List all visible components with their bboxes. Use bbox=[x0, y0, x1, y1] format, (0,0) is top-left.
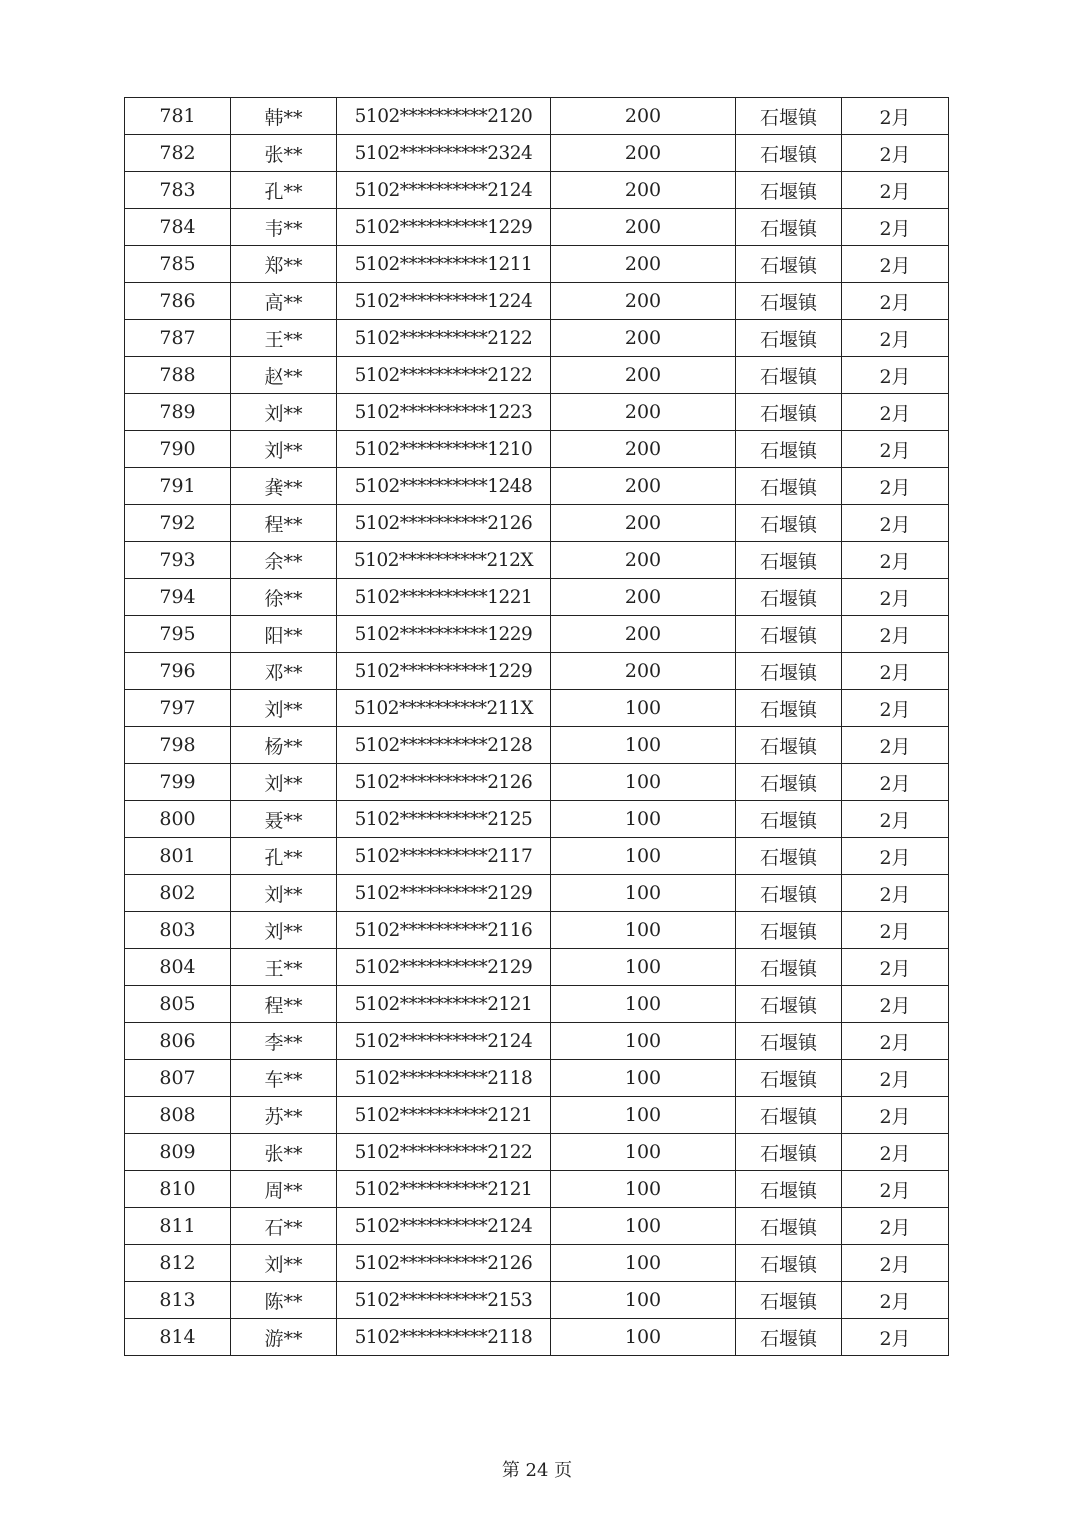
amount-cell: 100 bbox=[551, 764, 736, 801]
month-cell: 2月 bbox=[842, 1282, 949, 1319]
table-row bbox=[125, 801, 949, 838]
name-cell: 张** bbox=[231, 1134, 337, 1171]
town-cell: 石堰镇 bbox=[736, 357, 842, 394]
town-cell: 石堰镇 bbox=[736, 838, 842, 875]
name-cell: 聂** bbox=[231, 801, 337, 838]
table-row bbox=[125, 357, 949, 394]
table-row bbox=[125, 1282, 949, 1319]
row-number-cell: 801 bbox=[125, 838, 231, 875]
id-number-cell: 5102**********1248 bbox=[337, 468, 551, 505]
table-row bbox=[125, 579, 949, 616]
table-row bbox=[125, 986, 949, 1023]
amount-cell: 200 bbox=[551, 320, 736, 357]
amount-cell: 200 bbox=[551, 579, 736, 616]
month-cell: 2月 bbox=[842, 320, 949, 357]
town-cell: 石堰镇 bbox=[736, 1245, 842, 1282]
amount-cell: 200 bbox=[551, 357, 736, 394]
town-cell: 石堰镇 bbox=[736, 875, 842, 912]
name-cell: 张** bbox=[231, 135, 337, 172]
month-cell: 2月 bbox=[842, 838, 949, 875]
town-cell: 石堰镇 bbox=[736, 1319, 842, 1356]
id-number-cell: 5102**********2124 bbox=[337, 1208, 551, 1245]
amount-cell: 100 bbox=[551, 801, 736, 838]
name-cell: 游** bbox=[231, 1319, 337, 1356]
month-cell: 2月 bbox=[842, 1171, 949, 1208]
table-row bbox=[125, 542, 949, 579]
name-cell: 韦** bbox=[231, 209, 337, 246]
month-cell: 2月 bbox=[842, 1319, 949, 1356]
amount-cell: 100 bbox=[551, 838, 736, 875]
town-cell: 石堰镇 bbox=[736, 209, 842, 246]
id-number-cell: 5102**********2116 bbox=[337, 912, 551, 949]
id-number-cell: 5102**********2126 bbox=[337, 764, 551, 801]
amount-cell: 200 bbox=[551, 283, 736, 320]
name-cell: 刘** bbox=[231, 431, 337, 468]
amount-cell: 200 bbox=[551, 505, 736, 542]
name-cell: 车** bbox=[231, 1060, 337, 1097]
row-number-cell: 809 bbox=[125, 1134, 231, 1171]
id-number-cell: 5102**********1224 bbox=[337, 283, 551, 320]
name-cell: 苏** bbox=[231, 1097, 337, 1134]
row-number-cell: 803 bbox=[125, 912, 231, 949]
amount-cell: 100 bbox=[551, 949, 736, 986]
id-number-cell: 5102**********212X bbox=[337, 542, 551, 579]
row-number-cell: 813 bbox=[125, 1282, 231, 1319]
town-cell: 石堰镇 bbox=[736, 1208, 842, 1245]
month-cell: 2月 bbox=[842, 135, 949, 172]
table-row bbox=[125, 246, 949, 283]
amount-cell: 200 bbox=[551, 616, 736, 653]
month-cell: 2月 bbox=[842, 1245, 949, 1282]
town-cell: 石堰镇 bbox=[736, 98, 842, 135]
id-number-cell: 5102**********2121 bbox=[337, 1097, 551, 1134]
table-row bbox=[125, 209, 949, 246]
row-number-cell: 799 bbox=[125, 764, 231, 801]
town-cell: 石堰镇 bbox=[736, 468, 842, 505]
row-number-cell: 805 bbox=[125, 986, 231, 1023]
id-number-cell: 5102**********1211 bbox=[337, 246, 551, 283]
town-cell: 石堰镇 bbox=[736, 1134, 842, 1171]
month-cell: 2月 bbox=[842, 1097, 949, 1134]
row-number-cell: 798 bbox=[125, 727, 231, 764]
month-cell: 2月 bbox=[842, 579, 949, 616]
table-row bbox=[125, 764, 949, 801]
table-row bbox=[125, 394, 949, 431]
row-number-cell: 792 bbox=[125, 505, 231, 542]
name-cell: 程** bbox=[231, 986, 337, 1023]
month-cell: 2月 bbox=[842, 1023, 949, 1060]
name-cell: 郑** bbox=[231, 246, 337, 283]
row-number-cell: 808 bbox=[125, 1097, 231, 1134]
name-cell: 杨** bbox=[231, 727, 337, 764]
town-cell: 石堰镇 bbox=[736, 616, 842, 653]
amount-cell: 200 bbox=[551, 98, 736, 135]
amount-cell: 100 bbox=[551, 875, 736, 912]
town-cell: 石堰镇 bbox=[736, 172, 842, 209]
month-cell: 2月 bbox=[842, 468, 949, 505]
id-number-cell: 5102**********2124 bbox=[337, 172, 551, 209]
id-number-cell: 5102**********1229 bbox=[337, 653, 551, 690]
name-cell: 王** bbox=[231, 320, 337, 357]
name-cell: 刘** bbox=[231, 394, 337, 431]
month-cell: 2月 bbox=[842, 505, 949, 542]
table-body bbox=[125, 98, 949, 1356]
amount-cell: 100 bbox=[551, 1171, 736, 1208]
table-row bbox=[125, 1097, 949, 1134]
month-cell: 2月 bbox=[842, 542, 949, 579]
town-cell: 石堰镇 bbox=[736, 949, 842, 986]
name-cell: 韩** bbox=[231, 98, 337, 135]
id-number-cell: 5102**********2120 bbox=[337, 98, 551, 135]
table-row bbox=[125, 1060, 949, 1097]
row-number-cell: 784 bbox=[125, 209, 231, 246]
id-number-cell: 5102**********2153 bbox=[337, 1282, 551, 1319]
town-cell: 石堰镇 bbox=[736, 135, 842, 172]
amount-cell: 200 bbox=[551, 468, 736, 505]
name-cell: 陈** bbox=[231, 1282, 337, 1319]
row-number-cell: 789 bbox=[125, 394, 231, 431]
id-number-cell: 5102**********2122 bbox=[337, 1134, 551, 1171]
month-cell: 2月 bbox=[842, 431, 949, 468]
id-number-cell: 5102**********1210 bbox=[337, 431, 551, 468]
id-number-cell: 5102**********2118 bbox=[337, 1319, 551, 1356]
data-table bbox=[124, 97, 949, 1356]
town-cell: 石堰镇 bbox=[736, 986, 842, 1023]
name-cell: 李** bbox=[231, 1023, 337, 1060]
id-number-cell: 5102**********2128 bbox=[337, 727, 551, 764]
table-row bbox=[125, 505, 949, 542]
amount-cell: 200 bbox=[551, 246, 736, 283]
town-cell: 石堰镇 bbox=[736, 283, 842, 320]
amount-cell: 100 bbox=[551, 1134, 736, 1171]
table-row bbox=[125, 1208, 949, 1245]
page-number: 第 24 页 bbox=[501, 1460, 573, 1481]
month-cell: 2月 bbox=[842, 616, 949, 653]
row-number-cell: 802 bbox=[125, 875, 231, 912]
name-cell: 徐** bbox=[231, 579, 337, 616]
row-number-cell: 797 bbox=[125, 690, 231, 727]
row-number-cell: 787 bbox=[125, 320, 231, 357]
id-number-cell: 5102**********2117 bbox=[337, 838, 551, 875]
row-number-cell: 783 bbox=[125, 172, 231, 209]
month-cell: 2月 bbox=[842, 357, 949, 394]
month-cell: 2月 bbox=[842, 1060, 949, 1097]
name-cell: 刘** bbox=[231, 690, 337, 727]
name-cell: 龚** bbox=[231, 468, 337, 505]
table-row bbox=[125, 1023, 949, 1060]
month-cell: 2月 bbox=[842, 394, 949, 431]
amount-cell: 100 bbox=[551, 1319, 736, 1356]
amount-cell: 100 bbox=[551, 986, 736, 1023]
amount-cell: 200 bbox=[551, 172, 736, 209]
town-cell: 石堰镇 bbox=[736, 1282, 842, 1319]
row-number-cell: 804 bbox=[125, 949, 231, 986]
id-number-cell: 5102**********1229 bbox=[337, 616, 551, 653]
amount-cell: 100 bbox=[551, 1023, 736, 1060]
town-cell: 石堰镇 bbox=[736, 912, 842, 949]
month-cell: 2月 bbox=[842, 1134, 949, 1171]
amount-cell: 200 bbox=[551, 394, 736, 431]
row-number-cell: 796 bbox=[125, 653, 231, 690]
amount-cell: 100 bbox=[551, 727, 736, 764]
id-number-cell: 5102**********2129 bbox=[337, 875, 551, 912]
row-number-cell: 811 bbox=[125, 1208, 231, 1245]
month-cell: 2月 bbox=[842, 727, 949, 764]
month-cell: 2月 bbox=[842, 209, 949, 246]
table-row bbox=[125, 320, 949, 357]
amount-cell: 200 bbox=[551, 542, 736, 579]
town-cell: 石堰镇 bbox=[736, 1060, 842, 1097]
month-cell: 2月 bbox=[842, 283, 949, 320]
table-row bbox=[125, 949, 949, 986]
name-cell: 周** bbox=[231, 1171, 337, 1208]
month-cell: 2月 bbox=[842, 246, 949, 283]
row-number-cell: 791 bbox=[125, 468, 231, 505]
town-cell: 石堰镇 bbox=[736, 579, 842, 616]
row-number-cell: 788 bbox=[125, 357, 231, 394]
amount-cell: 100 bbox=[551, 1060, 736, 1097]
id-number-cell: 5102**********2324 bbox=[337, 135, 551, 172]
row-number-cell: 814 bbox=[125, 1319, 231, 1356]
table-row bbox=[125, 172, 949, 209]
town-cell: 石堰镇 bbox=[736, 320, 842, 357]
id-number-cell: 5102**********2121 bbox=[337, 1171, 551, 1208]
name-cell: 王** bbox=[231, 949, 337, 986]
month-cell: 2月 bbox=[842, 875, 949, 912]
month-cell: 2月 bbox=[842, 690, 949, 727]
amount-cell: 100 bbox=[551, 1282, 736, 1319]
month-cell: 2月 bbox=[842, 986, 949, 1023]
row-number-cell: 812 bbox=[125, 1245, 231, 1282]
table-row bbox=[125, 1245, 949, 1282]
table-row bbox=[125, 912, 949, 949]
id-number-cell: 5102**********2125 bbox=[337, 801, 551, 838]
town-cell: 石堰镇 bbox=[736, 1097, 842, 1134]
table-row bbox=[125, 653, 949, 690]
id-number-cell: 5102**********1229 bbox=[337, 209, 551, 246]
table-row bbox=[125, 135, 949, 172]
town-cell: 石堰镇 bbox=[736, 690, 842, 727]
town-cell: 石堰镇 bbox=[736, 505, 842, 542]
id-number-cell: 5102**********211X bbox=[337, 690, 551, 727]
month-cell: 2月 bbox=[842, 653, 949, 690]
town-cell: 石堰镇 bbox=[736, 1171, 842, 1208]
name-cell: 余** bbox=[231, 542, 337, 579]
row-number-cell: 790 bbox=[125, 431, 231, 468]
table-row bbox=[125, 1171, 949, 1208]
table-row bbox=[125, 1319, 949, 1356]
town-cell: 石堰镇 bbox=[736, 431, 842, 468]
id-number-cell: 5102**********2126 bbox=[337, 505, 551, 542]
town-cell: 石堰镇 bbox=[736, 394, 842, 431]
row-number-cell: 781 bbox=[125, 98, 231, 135]
month-cell: 2月 bbox=[842, 912, 949, 949]
amount-cell: 200 bbox=[551, 135, 736, 172]
row-number-cell: 793 bbox=[125, 542, 231, 579]
id-number-cell: 5102**********1221 bbox=[337, 579, 551, 616]
table-row bbox=[125, 875, 949, 912]
amount-cell: 100 bbox=[551, 912, 736, 949]
row-number-cell: 795 bbox=[125, 616, 231, 653]
table-row bbox=[125, 838, 949, 875]
table-row bbox=[125, 431, 949, 468]
row-number-cell: 806 bbox=[125, 1023, 231, 1060]
id-number-cell: 5102**********1223 bbox=[337, 394, 551, 431]
table-row bbox=[125, 690, 949, 727]
month-cell: 2月 bbox=[842, 764, 949, 801]
name-cell: 程** bbox=[231, 505, 337, 542]
row-number-cell: 810 bbox=[125, 1171, 231, 1208]
month-cell: 2月 bbox=[842, 949, 949, 986]
id-number-cell: 5102**********2122 bbox=[337, 357, 551, 394]
name-cell: 刘** bbox=[231, 875, 337, 912]
town-cell: 石堰镇 bbox=[736, 727, 842, 764]
town-cell: 石堰镇 bbox=[736, 801, 842, 838]
name-cell: 刘** bbox=[231, 764, 337, 801]
table-row bbox=[125, 616, 949, 653]
name-cell: 赵** bbox=[231, 357, 337, 394]
row-number-cell: 786 bbox=[125, 283, 231, 320]
row-number-cell: 782 bbox=[125, 135, 231, 172]
month-cell: 2月 bbox=[842, 98, 949, 135]
id-number-cell: 5102**********2124 bbox=[337, 1023, 551, 1060]
town-cell: 石堰镇 bbox=[736, 1023, 842, 1060]
town-cell: 石堰镇 bbox=[736, 764, 842, 801]
name-cell: 邓** bbox=[231, 653, 337, 690]
name-cell: 刘** bbox=[231, 912, 337, 949]
row-number-cell: 800 bbox=[125, 801, 231, 838]
table-row bbox=[125, 1134, 949, 1171]
amount-cell: 100 bbox=[551, 1245, 736, 1282]
name-cell: 刘** bbox=[231, 1245, 337, 1282]
id-number-cell: 5102**********2126 bbox=[337, 1245, 551, 1282]
row-number-cell: 807 bbox=[125, 1060, 231, 1097]
amount-cell: 200 bbox=[551, 209, 736, 246]
amount-cell: 100 bbox=[551, 690, 736, 727]
table-row bbox=[125, 283, 949, 320]
id-number-cell: 5102**********2118 bbox=[337, 1060, 551, 1097]
amount-cell: 100 bbox=[551, 1208, 736, 1245]
id-number-cell: 5102**********2122 bbox=[337, 320, 551, 357]
table-row bbox=[125, 727, 949, 764]
name-cell: 石** bbox=[231, 1208, 337, 1245]
amount-cell: 200 bbox=[551, 431, 736, 468]
month-cell: 2月 bbox=[842, 1208, 949, 1245]
month-cell: 2月 bbox=[842, 801, 949, 838]
id-number-cell: 5102**********2129 bbox=[337, 949, 551, 986]
town-cell: 石堰镇 bbox=[736, 542, 842, 579]
month-cell: 2月 bbox=[842, 172, 949, 209]
table-row bbox=[125, 98, 949, 135]
row-number-cell: 785 bbox=[125, 246, 231, 283]
row-number-cell: 794 bbox=[125, 579, 231, 616]
name-cell: 孔** bbox=[231, 172, 337, 209]
amount-cell: 200 bbox=[551, 653, 736, 690]
id-number-cell: 5102**********2121 bbox=[337, 986, 551, 1023]
name-cell: 孔** bbox=[231, 838, 337, 875]
town-cell: 石堰镇 bbox=[736, 246, 842, 283]
town-cell: 石堰镇 bbox=[736, 653, 842, 690]
name-cell: 阳** bbox=[231, 616, 337, 653]
table-row bbox=[125, 468, 949, 505]
amount-cell: 100 bbox=[551, 1097, 736, 1134]
name-cell: 高** bbox=[231, 283, 337, 320]
